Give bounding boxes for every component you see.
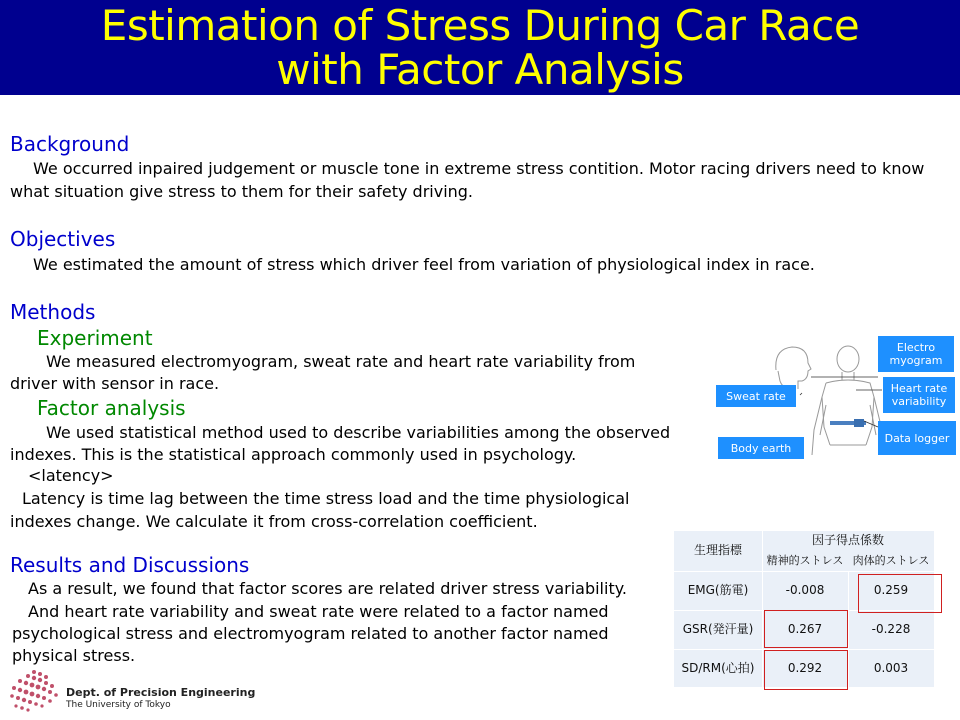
results-text-2: And heart rate variability and sweat rate were related to a factor named [28, 602, 609, 621]
results-heading: Results and Discussions [10, 553, 250, 577]
label-data-logger: Data logger [878, 421, 956, 455]
methods-heading: Methods [10, 300, 96, 324]
factor-analysis-heading: Factor analysis [37, 396, 186, 420]
results-text-4: physical stress. [12, 646, 136, 665]
label-electromyogram: Electro myogram [878, 336, 954, 372]
factor-text-1: We used statistical method used to describe variabilities among the observed [46, 423, 671, 442]
row-emg-psych: -0.008 [785, 583, 825, 597]
experiment-text-2: driver with sensor in race. [10, 374, 220, 393]
row-sdrm-name: SD/RM(心拍) [681, 661, 755, 675]
department-logo-icon [6, 668, 64, 714]
table-header-phys: 肉体的ストレス [852, 554, 930, 567]
title-line-2: with Factor Analysis [276, 45, 684, 94]
results-text-1: As a result, we found that factor scores are related driver stress variability. [28, 579, 627, 598]
results-text-3: psychological stress and electromyogram related to another factor named [12, 624, 609, 643]
row-emg-phys: 0.259 [873, 583, 909, 597]
data-logger-unit [854, 419, 864, 427]
row-gsr-phys: -0.228 [871, 622, 911, 636]
factor-text-2: indexes. This is the statistical approach commonly used in psychology. [10, 445, 577, 464]
title-banner [0, 0, 960, 95]
row-gsr-psych: 0.267 [787, 622, 823, 636]
highlight-emg-physical [858, 574, 942, 613]
logo-department: Dept. of Precision Engineering [66, 686, 256, 699]
latency-tag: <latency> [28, 466, 114, 485]
label-sweat-rate: Sweat rate [716, 385, 796, 407]
objectives-heading: Objectives [10, 227, 116, 251]
label-heart-rate-variability: Heart rate variability [883, 377, 955, 413]
experiment-heading: Experiment [37, 326, 153, 350]
table-header-group: 因子得点係数 [811, 533, 884, 547]
background-heading: Background [10, 132, 130, 156]
label-body-earth: Body earth [718, 437, 804, 459]
experiment-text-1: We measured electromyogram, sweat rate and heart rate variability from [46, 352, 636, 371]
logo-university: The University of Tokyo [66, 700, 171, 710]
row-emg-name: EMG(筋電) [687, 583, 749, 597]
latency-text-2: indexes change. We calculate it from cross-correlation coefficient. [10, 512, 538, 531]
highlight-sdrm-psych [764, 650, 848, 690]
row-gsr-name: GSR(発汗量) [682, 622, 754, 636]
row-sdrm-psych: 0.292 [787, 661, 823, 675]
objectives-text: We estimated the amount of stress which driver feel from variation of physiological index in race. [33, 255, 815, 274]
latency-text-1: Latency is time lag between the time stress load and the time physiological [22, 489, 630, 508]
table-header-index: 生理指標 [693, 543, 742, 557]
background-text: We occurred inpaired judgement or muscle tone in extreme stress contition. Motor racing drivers need to know what situation give stress to them for their safety driving. [10, 159, 925, 201]
title-line-1: Estimation of Stress During Car Race [100, 1, 860, 50]
sensor-figure [716, 335, 960, 465]
highlight-gsr-psych [764, 610, 848, 648]
table-header-psych: 精神的ストレス [766, 554, 844, 567]
row-sdrm-phys: 0.003 [873, 661, 909, 675]
